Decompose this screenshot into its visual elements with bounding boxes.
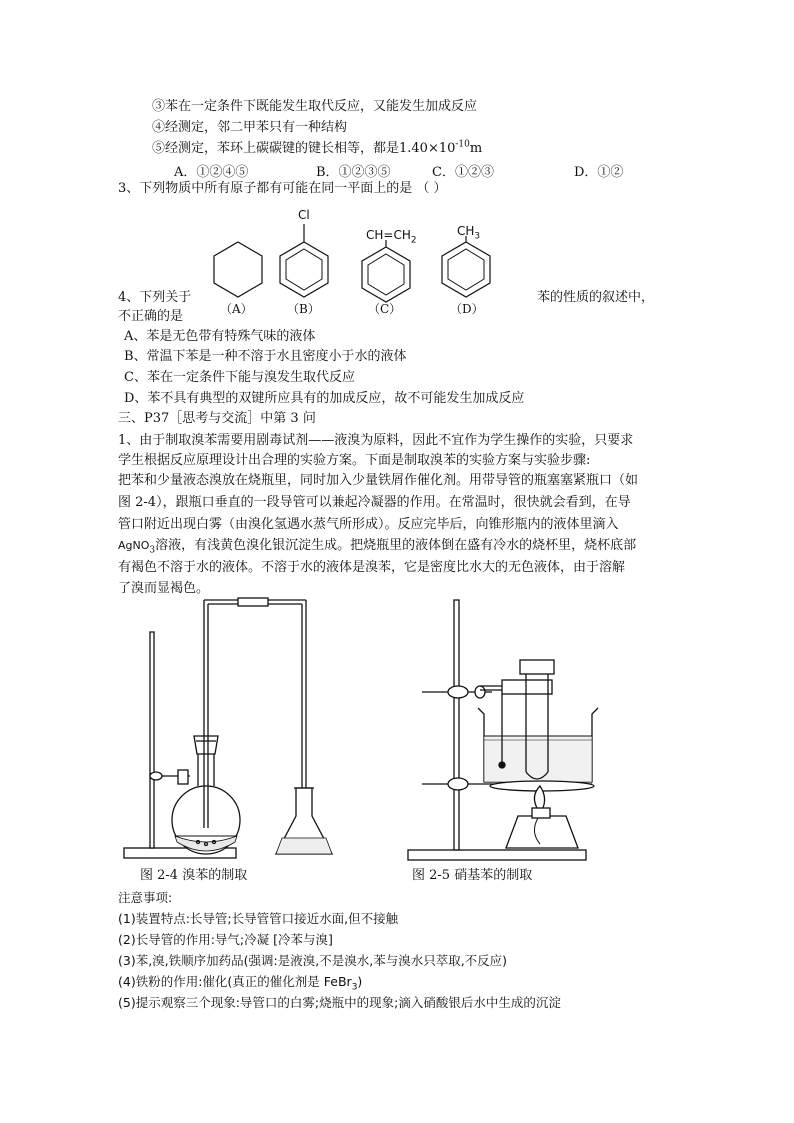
q4-option-c: C、苯在一定条件下能与溴发生取代反应 xyxy=(124,370,355,385)
q4-option-d: D、苯不具有典型的双键所应具有的加成反应，故不可能发生加成反应 xyxy=(124,391,525,406)
q2-item-4: ④经测定，邻二甲苯只有一种结构 xyxy=(152,120,348,135)
para2-line1: 把苯和少量液态溴放在烧瓶里，同时加入少量铁屑作催化剂。用带导管的瓶塞塞紧瓶口（如 xyxy=(118,473,639,488)
q2-option-d: D．①② xyxy=(574,165,624,180)
q3-stem: 3、下列物质中所有原子都有可能在同一平面上的是 （ ） xyxy=(118,181,447,196)
cyclohexane-ring xyxy=(214,242,262,297)
para2-line2: 图 2-4），跟瓶口垂直的一段导管可以兼起冷凝器的作用。在常温时，很快就会看到，在导 xyxy=(118,495,631,510)
structure-label-c: （C） xyxy=(368,302,402,316)
structure-label-a: （A） xyxy=(220,302,253,316)
para2-line6: 了溴而显褐色。 xyxy=(118,581,210,596)
q4-stem-line2: 不正确的是 xyxy=(118,309,184,324)
q4-stem-right: 苯的性质的叙述中， xyxy=(537,290,655,305)
para1-line1: 1、由于制取溴苯需要用剧毒试剂——液溴为原料，因此不宜作为学生操作的实验，只要求 xyxy=(118,433,634,448)
q2-option-b: B．①②③⑤ xyxy=(316,165,391,180)
substituent-vinyl: $CH=CH_2$ xyxy=(366,228,417,246)
note-5: (5)提示观察三个现象:导管口的白雾;烧瓶中的现象;滴入硝酸银后水中生成的沉淀 xyxy=(118,995,561,1010)
q2-option-a: A．①②④⑤ xyxy=(174,165,249,180)
figure-2-4-caption: 图 2-4 溴苯的制取 xyxy=(140,868,248,883)
chlorobenzene-structure xyxy=(280,224,328,297)
styrene-structure xyxy=(362,240,410,302)
q2-item-3: ③苯在一定条件下既能发生取代反应，又能发生加成反应 xyxy=(152,99,478,114)
nitrobenzene-apparatus-figure xyxy=(402,596,622,864)
structure-label-d: （D） xyxy=(450,302,484,316)
structure-label-b: （B） xyxy=(287,302,320,316)
note-4: (4)铁粉的作用:催化(真正的催化剂是 FeBr$_3$) xyxy=(118,974,363,993)
toluene-structure xyxy=(442,236,490,297)
note-1: (1)装置特点:长导管;长导管管口接近水面,但不接触 xyxy=(118,911,399,926)
para2-line5: 有褐色不溶于水的液体。不溶于水的液体是溴苯，它是密度比水大的无色液体，由于溶解 xyxy=(118,560,626,575)
notes-title: 注意事项: xyxy=(118,890,173,905)
q4-option-a: A、苯是无色带有特殊气味的液体 xyxy=(124,329,316,344)
section3-heading: 三、P37［思考与交流］中第 3 问 xyxy=(118,411,316,426)
bromobenzene-apparatus-figure xyxy=(118,598,358,864)
figure-2-5-caption: 图 2-5 硝基苯的制取 xyxy=(412,868,533,883)
para2-line4: AgNO$_3$溶液，有浅黄色溴化银沉淀生成。把烧瓶里的液体倒在盛有冷水的烧杯里，烧杯底部 xyxy=(118,538,637,556)
q4-option-b: B、常温下苯是一种不溶于水且密度小于水的液体 xyxy=(124,349,407,364)
note-2: (2)长导管的作用:导气;冷凝 [冷苯与溴] xyxy=(118,932,333,947)
substituent-cl: Cl xyxy=(298,208,310,222)
note-3: (3)苯,溴,铁顺序加药品(强调:是液溴,不是溴水,苯与溴水只萃取,不反应) xyxy=(118,953,508,968)
para2-line3: 管口附近出现白雾（由溴化氢遇水蒸气所形成）。反应完毕后，向锥形瓶内的液体里滴入 xyxy=(118,517,619,532)
substituent-methyl: $CH_3$ xyxy=(457,224,481,242)
q2-option-c: C．①②③ xyxy=(432,165,494,180)
q2-item-5: ⑤经测定，苯环上碳碳键的键长相等，都是$1.40\times 10^{-10}m$ xyxy=(152,139,483,156)
para1-line2: 学生根据反应原理设计出合理的实验方案。下面是制取溴苯的实验方案与实验步骤: xyxy=(118,453,591,468)
q4-stem-left: 4、下列关于 xyxy=(118,290,192,305)
